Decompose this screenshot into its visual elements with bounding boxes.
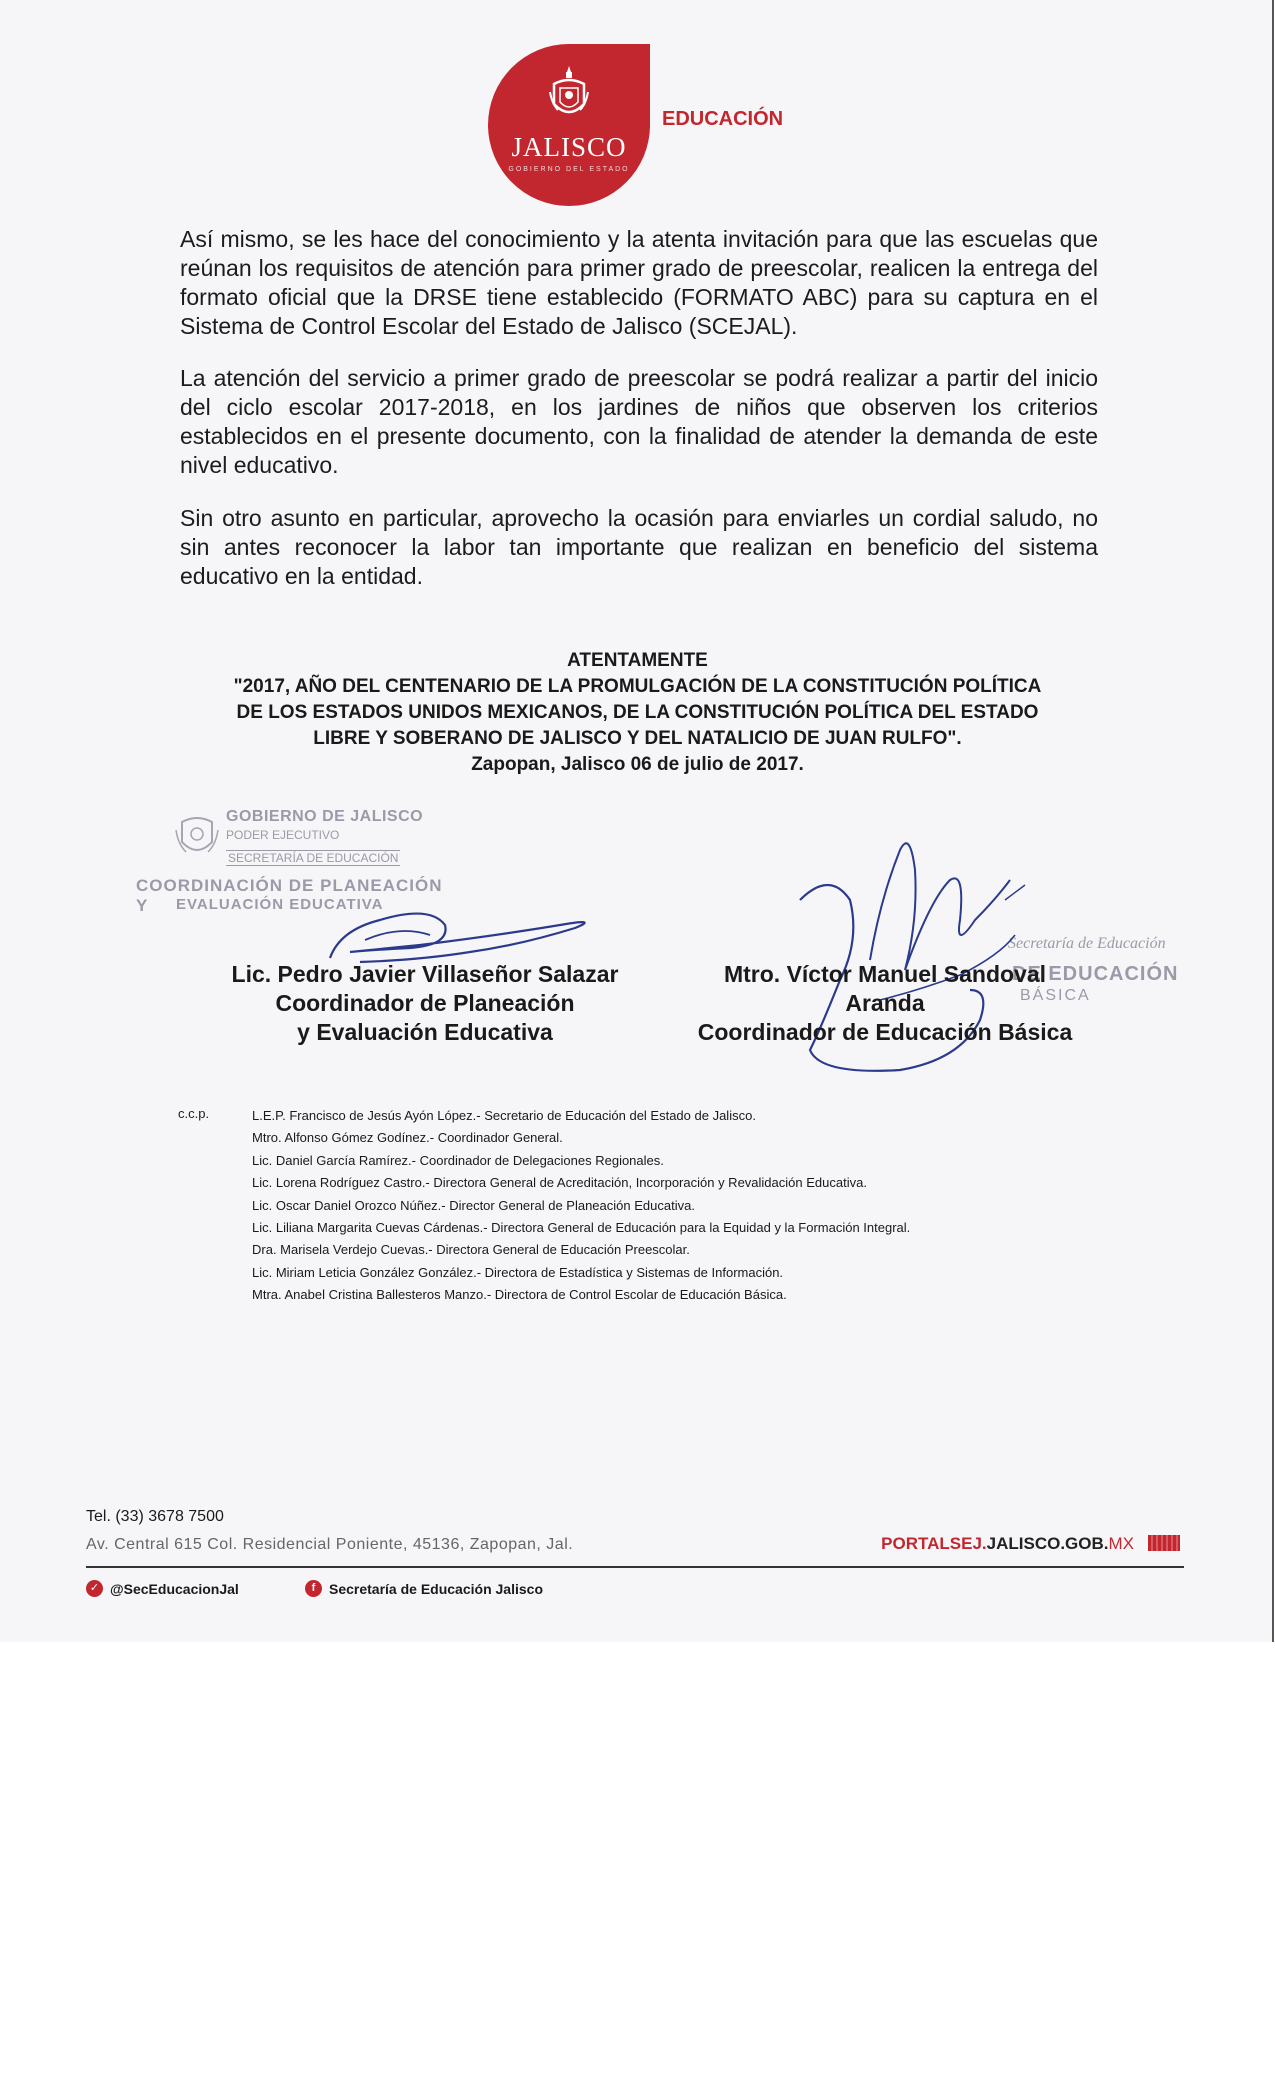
signatory-right-title: Coordinador de Educación Básica <box>697 1019 1073 1045</box>
portal-link-part-2: JALISCO.GOB. <box>986 1534 1109 1553</box>
place-date: Zapopan, Jalisco 06 de julio de 2017. <box>471 754 804 775</box>
ccp-recipient: Mtra. Anabel Cristina Ballesteros Manzo.- Directora de Control Escolar de Educación Básica. <box>252 1287 787 1303</box>
motto-line-1: "2017, AÑO DEL CENTENARIO DE LA PROMULGACIÓN DE LA CONSTITUCIÓN POLÍTICA <box>233 676 1042 697</box>
stamp-planeacion <box>130 800 450 920</box>
paragraph-2: La atención del servicio a primer grado de preescolar se podrá realizar a partir del inicio del ciclo escolar 2017-2018, en los jardines de niños que observen los criterios establecidos en el presente documento, con la finalidad de atender la demanda de este nivel educativo. <box>180 365 1098 478</box>
motto-line-3: LIBRE Y SOBERANO DE JALISCO Y DEL NATALICIO DE JUAN RULFO". <box>313 728 962 749</box>
ccp-recipient: Lic. Oscar Daniel Orozco Núñez.- Director General de Planeación Educativa. <box>252 1197 695 1213</box>
department-label: EDUCACIÓN <box>662 108 784 130</box>
signatory-right-name-2: Aranda <box>845 990 925 1016</box>
footer-divider <box>86 1566 1184 1568</box>
stamp-right-line-3: BÁSICA <box>1020 987 1091 1004</box>
flag-icon <box>1148 1535 1180 1551</box>
signatory-left-title-1: Coordinador de Planeación <box>275 990 575 1016</box>
facebook-icon: f <box>305 1580 322 1597</box>
portal-link-part-3: MX <box>1108 1534 1134 1553</box>
closing-block <box>150 648 1125 778</box>
signatory-right <box>665 960 1105 1047</box>
ccp-recipient: Lic. Lorena Rodríguez Castro.- Directora General de Acreditación, Incorporación y Revalidación Educativa. <box>252 1175 867 1191</box>
signatory-left-name: Lic. Pedro Javier Villaseñor Salazar <box>231 961 619 987</box>
jalisco-logo <box>488 44 650 206</box>
logo-text: JALISCO <box>511 132 627 162</box>
stamp-line-2: PODER EJECUTIVO <box>226 828 340 842</box>
portal-link[interactable] <box>881 1534 1180 1554</box>
facebook-label: Secretaría de Educación Jalisco <box>329 1580 543 1597</box>
footer-phone: Tel. (33) 3678 7500 <box>86 1508 224 1525</box>
ccp-recipient: Lic. Daniel García Ramírez.- Coordinador de Delegaciones Regionales. <box>252 1152 664 1168</box>
twitter-handle[interactable] <box>86 1580 239 1597</box>
signatory-right-name: Mtro. Víctor Manuel Sandoval <box>723 961 1047 987</box>
ccp-recipient: L.E.P. Francisco de Jesús Ayón López.- Secretario de Educación del Estado de Jalisco. <box>252 1108 756 1123</box>
ccp-list <box>252 1105 910 1307</box>
twitter-label: @SecEducacionJal <box>110 1580 239 1597</box>
footer-address: Av. Central 615 Col. Residencial Poniente, 45136, Zapopan, Jal. <box>86 1536 574 1553</box>
paragraph-3: Sin otro asunto en particular, aprovecho la ocasión para enviarles un cordial saludo, no sin antes reconocer la labor tan importante que realizan en beneficio del sistema educativo en la entidad. <box>180 505 1098 589</box>
stamp-right-line-2: DE EDUCACIÓN <box>1012 963 1179 985</box>
stamp-line-1: GOBIERNO DE JALISCO <box>226 808 424 825</box>
logo-subtext: GOBIERNO DEL ESTADO <box>508 166 630 173</box>
stamp-line-3: SECRETARÍA DE EDUCACIÓN <box>228 851 399 865</box>
salutation: ATENTAMENTE <box>567 650 708 671</box>
motto-line-2: DE LOS ESTADOS UNIDOS MEXICANOS, DE LA CONSTITUCIÓN POLÍTICA DEL ESTADO <box>236 702 1039 723</box>
coat-of-arms-icon <box>548 64 590 128</box>
stamp-line-4: COORDINACIÓN DE PLANEACIÓN Y <box>136 876 443 915</box>
stamp-line-5: EVALUACIÓN EDUCATIVA <box>176 896 384 913</box>
signatory-left <box>200 960 650 1047</box>
stamp-right-line-1: Secretaría de Educación <box>1008 935 1166 952</box>
twitter-icon: ✓ <box>86 1580 103 1597</box>
ccp-recipient: Dra. Marisela Verdejo Cuevas.- Directora General de Educación Preescolar. <box>252 1242 690 1258</box>
ccp-label: c.c.p. <box>178 1106 210 1121</box>
paragraph-1: Así mismo, se les hace del conocimiento y la atenta invitación para que las escuelas que reúnan los requisitos de atención para primer grado de preescolar, realicen la entrega del formato oficial que la DRSE tiene establecido (FORMATO ABC) para su captura en el Sistema de Control Escolar del Estado de Jalisco (SCEJAL). <box>180 226 1098 339</box>
signatory-left-title-2: y Evaluación Educativa <box>297 1019 553 1045</box>
portal-link-part-1: PORTALSEJ. <box>881 1534 987 1553</box>
ccp-recipient: Mtro. Alfonso Gómez Godínez.- Coordinador General. <box>252 1130 563 1146</box>
stamp-crest-icon <box>174 808 220 864</box>
ccp-recipient: Lic. Miriam Leticia González González.- Directora de Estadística y Sistemas de Información. <box>252 1264 784 1280</box>
ccp-recipient: Lic. Liliana Margarita Cuevas Cárdenas.- Directora General de Educación para la Equidad y la Formación Integral. <box>252 1220 911 1236</box>
facebook-page[interactable] <box>305 1580 543 1597</box>
